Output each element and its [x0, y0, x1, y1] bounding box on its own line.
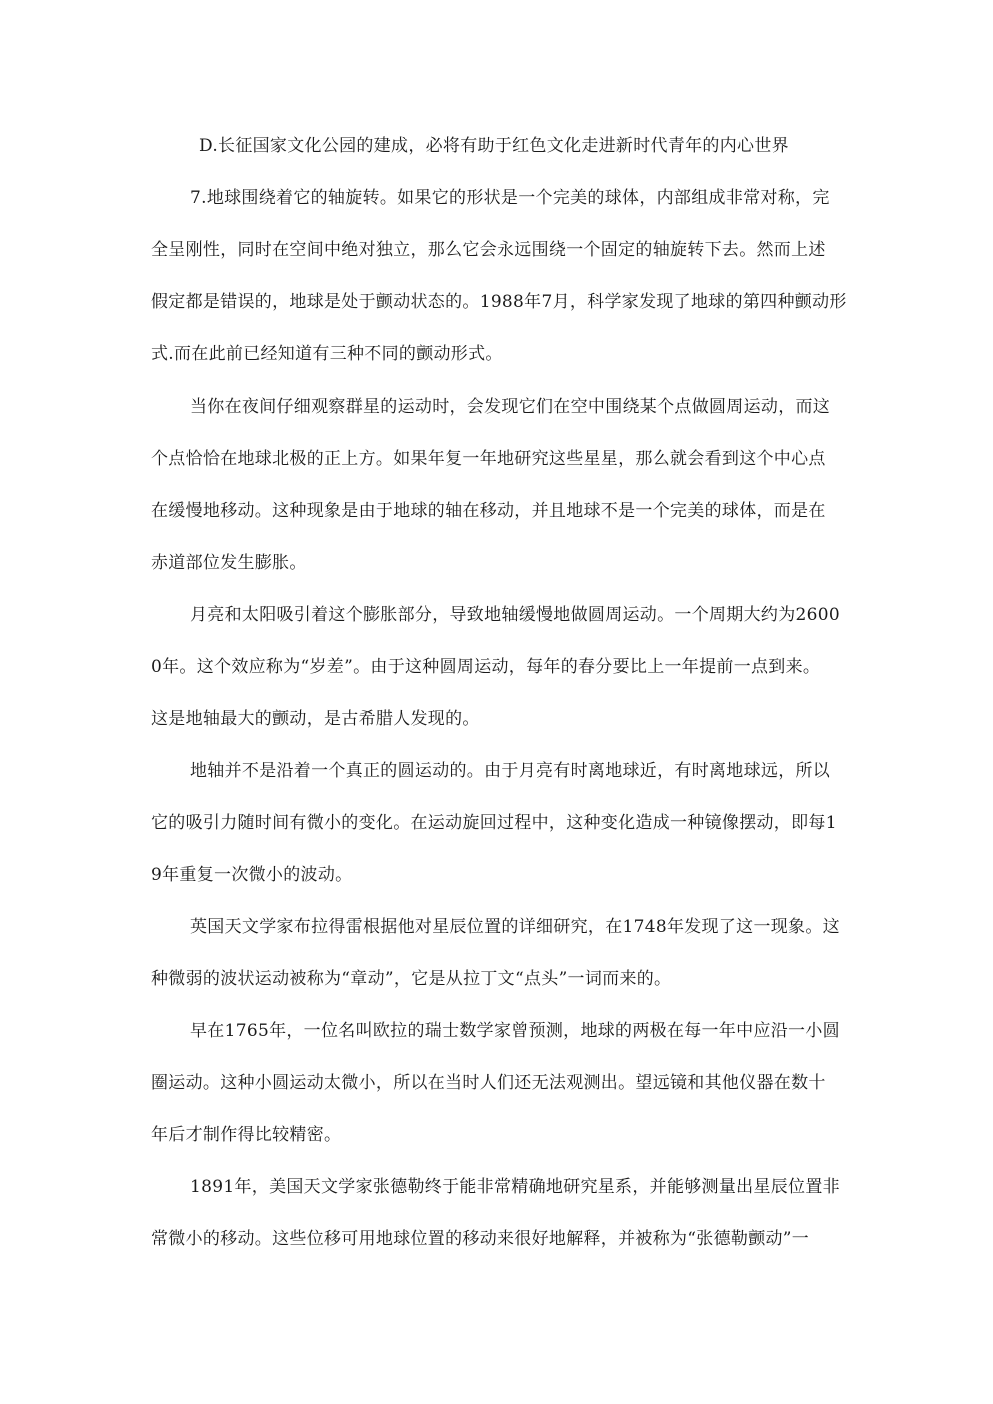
paragraph-line: 早在1765年，一位名叫欧拉的瑞士数学家曾预测，地球的两极在每一年中应沿一小圆 [190, 1021, 840, 1041]
paragraph-line: 个点恰恰在地球北极的正上方。如果年复一年地研究这些星星，那么就会看到这个中心点 [151, 449, 826, 469]
paragraph-line: 这是地轴最大的颤动，是古希腊人发现的。 [151, 709, 480, 729]
option-d-line: D.长征国家文化公园的建成，必将有助于红色文化走进新时代青年的内心世界 [199, 136, 789, 156]
paragraph-line: 赤道部位发生膨胀。 [151, 553, 307, 573]
paragraph-line: 式.而在此前已经知道有三种不同的颤动形式。 [151, 344, 503, 364]
paragraph-line: 月亮和太阳吸引着这个膨胀部分，导致地轴缓慢地做圆周运动。一个周期大约为2600 [190, 605, 840, 625]
question-7-line: 7.地球围绕着它的轴旋转。如果它的形状是一个完美的球体，内部组成非常对称，完 [190, 188, 830, 208]
paragraph-line: 9年重复一次微小的波动。 [151, 865, 353, 885]
paragraph-line: 在缓慢地移动。这种现象是由于地球的轴在移动，并且地球不是一个完美的球体，而是在 [151, 501, 826, 521]
paragraph-line: 假定都是错误的，地球是处于颤动状态的。1988年7月，科学家发现了地球的第四种颤动形 [151, 292, 847, 312]
paragraph-line: 种微弱的波状运动被称为“章动”，它是从拉丁文“点头”一词而来的。 [151, 969, 672, 989]
paragraph-line: 地轴并不是沿着一个真正的圆运动的。由于月亮有时离地球近，有时离地球远，所以 [190, 761, 831, 781]
paragraph-line: 全呈刚性，同时在空间中绝对独立，那么它会永远围绕一个固定的轴旋转下去。然而上述 [151, 240, 826, 260]
paragraph-line: 0年。这个效应称为“岁差”。由于这种圆周运动，每年的春分要比上一年提前一点到来。 [151, 657, 821, 677]
paragraph-line: 1891年，美国天文学家张德勒终于能非常精确地研究星系，并能够测量出星辰位置非 [190, 1177, 840, 1197]
paragraph-line: 它的吸引力随时间有微小的变化。在运动旋回过程中，这种变化造成一种镜像摆动，即每1 [151, 813, 837, 833]
paragraph-line: 当你在夜间仔细观察群星的运动时，会发现它们在空中围绕某个点做圆周运动，而这 [190, 397, 831, 417]
paragraph-line: 圈运动。这种小圆运动太微小，所以在当时人们还无法观测出。望远镜和其他仪器在数十 [151, 1073, 826, 1093]
paragraph-line: 常微小的移动。这些位移可用地球位置的移动来很好地解释，并被称为“张德勒颤动”一 [151, 1229, 810, 1249]
paragraph-line: 年后才制作得比较精密。 [151, 1125, 342, 1145]
paragraph-line: 英国天文学家布拉得雷根据他对星辰位置的详细研究，在1748年发现了这一现象。这 [190, 917, 840, 937]
